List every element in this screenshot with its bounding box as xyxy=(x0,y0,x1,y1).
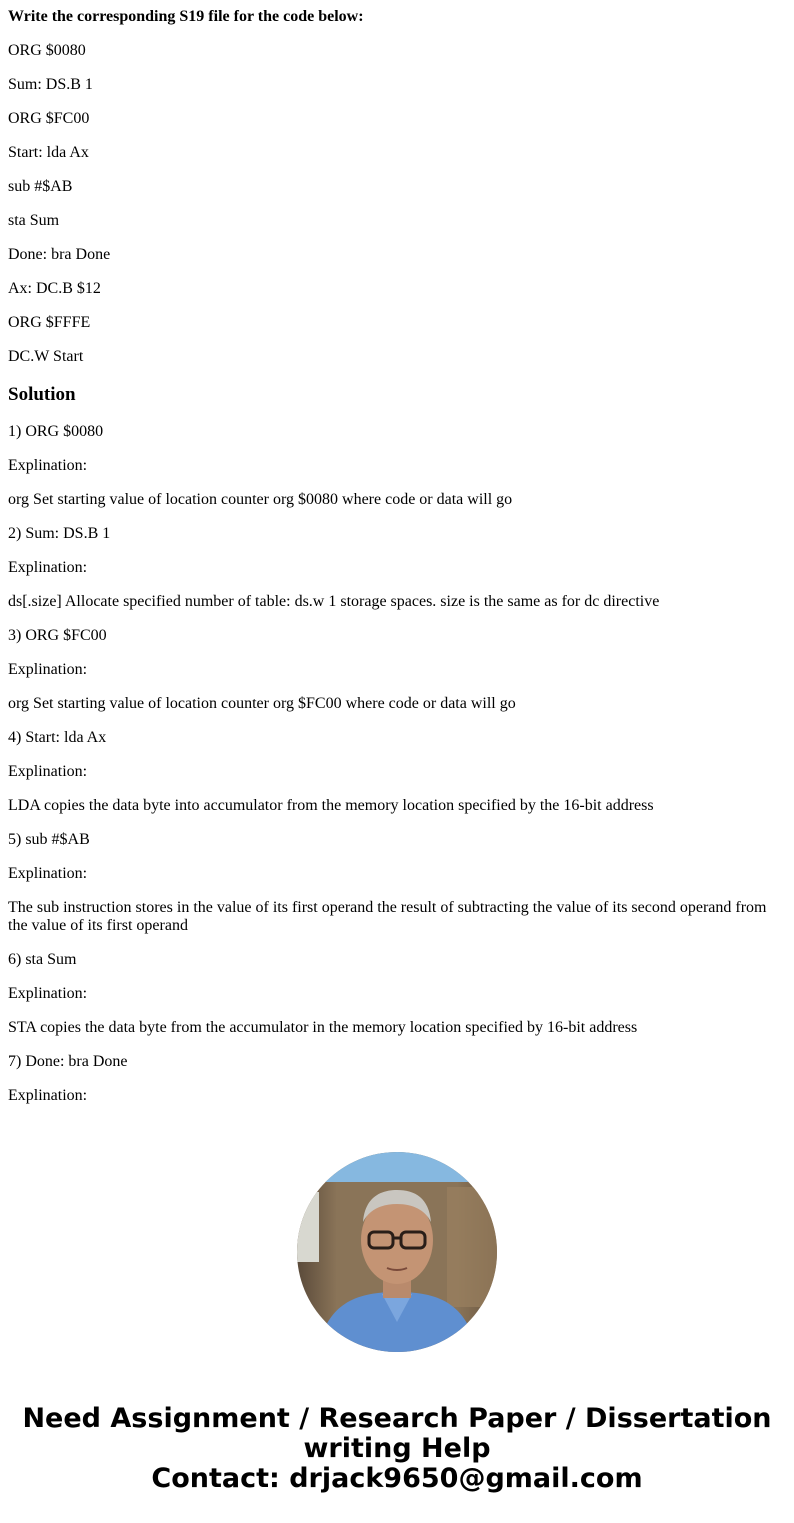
code-line: Start: lda Ax xyxy=(8,144,89,161)
banner-line: writing Help xyxy=(303,1433,491,1464)
step-instruction: 7) Done: bra Done xyxy=(8,1053,128,1070)
step-explanation-label: Explination: xyxy=(8,661,88,678)
step-explanation-text: ds[.size] Allocate specified number of table: ds.w 1 storage spaces. size is the same as for dc directive xyxy=(8,593,660,610)
step-explanation-text: STA copies the data byte from the accumulator in the memory location specified by 16-bit address xyxy=(8,1019,638,1036)
code-line: Done: bra Done xyxy=(8,246,111,263)
code-line: sta Sum xyxy=(8,212,60,229)
contact-banner xyxy=(0,1404,794,1494)
step-explanation-label: Explination: xyxy=(8,865,88,882)
solution-heading: Solution xyxy=(8,384,76,405)
code-line: ORG $FC00 xyxy=(8,110,90,127)
step-instruction: 6) sta Sum xyxy=(8,951,77,968)
step-instruction: 1) ORG $0080 xyxy=(8,423,104,440)
step-explanation-text: org Set starting value of location counter org $0080 where code or data will go xyxy=(8,491,513,508)
step-instruction: 3) ORG $FC00 xyxy=(8,627,107,644)
step-explanation-label: Explination: xyxy=(8,457,88,474)
author-avatar xyxy=(297,1152,497,1352)
step-explanation-label: Explination: xyxy=(8,559,88,576)
step-explanation-label: Explination: xyxy=(8,985,88,1002)
step-instruction: 5) sub #$AB xyxy=(8,831,90,848)
code-line: DC.W Start xyxy=(8,348,84,365)
step-explanation-text: The sub instruction stores in the value of its first operand the result of subtracting the value of its second operand from the value of its first operand xyxy=(8,899,767,934)
banner-contact-line: Contact: drjack9650@gmail.com xyxy=(151,1463,643,1494)
code-line: sub #$AB xyxy=(8,178,73,195)
code-line: ORG $FFFE xyxy=(8,314,91,331)
code-line: Sum: DS.B 1 xyxy=(8,76,93,93)
banner-line: Need Assignment / Research Paper / Dissertation xyxy=(22,1403,772,1434)
step-explanation-text: LDA copies the data byte into accumulator from the memory location specified by the 16-bit address xyxy=(8,797,654,814)
step-explanation-label: Explination: xyxy=(8,763,88,780)
author-portrait-image xyxy=(297,1152,497,1352)
document-body xyxy=(8,8,778,1121)
question-title: Write the corresponding S19 file for the code below: xyxy=(8,8,364,25)
step-instruction: 4) Start: lda Ax xyxy=(8,729,107,746)
code-line: ORG $0080 xyxy=(8,42,86,59)
step-explanation-label: Explination: xyxy=(8,1087,88,1104)
step-instruction: 2) Sum: DS.B 1 xyxy=(8,525,111,542)
step-explanation-text: org Set starting value of location counter org $FC00 where code or data will go xyxy=(8,695,516,712)
code-line: Ax: DC.B $12 xyxy=(8,280,101,297)
